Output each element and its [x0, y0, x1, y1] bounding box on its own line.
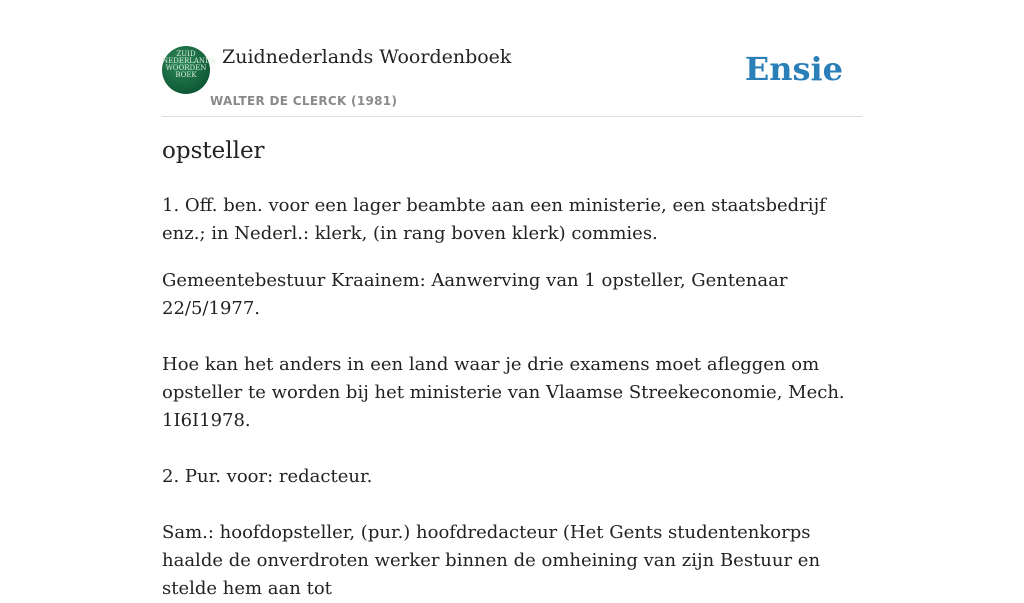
book-author: WALTER DE CLERCK (1981) [210, 94, 398, 108]
book-logo-text: ZUID NEDERLANDS WOORDEN BOEK [162, 50, 216, 79]
ensie-logo-link[interactable]: Ensie [744, 50, 843, 88]
definition-1: 1. Off. ben. voor een lager beambte aan een ministerie, een staatsbedrijf enz.; in Nederl.: klerk, (in rang boven klerk) commies. [162, 195, 826, 244]
compound-note: Sam.: hoofdopsteller, (pur.) hoofdredacteur (Het Gents studentenkorps haalde de onverdroten werker binnen de omheining van zijn Bestuur en stelde hem aan tot [162, 522, 821, 599]
entry-content [162, 192, 862, 603]
book-logo[interactable] [162, 46, 216, 94]
example-2: Hoe kan het anders in een land waar je drie examens moet afleggen om opsteller te worden bij het ministerie van Vlaamse Streekeconomie, Mech. 1I6I1978. [162, 354, 845, 431]
entry-headword: opsteller [162, 138, 265, 164]
example-1: Gemeentebestuur Kraainem: Aanwerving van 1 opsteller, Gentenaar 22/5/1977. [162, 270, 788, 319]
book-title[interactable]: Zuidnederlands Woordenboek [222, 46, 512, 68]
book-header [162, 46, 862, 117]
definition-2: 2. Pur. voor: redacteur. [162, 466, 373, 487]
